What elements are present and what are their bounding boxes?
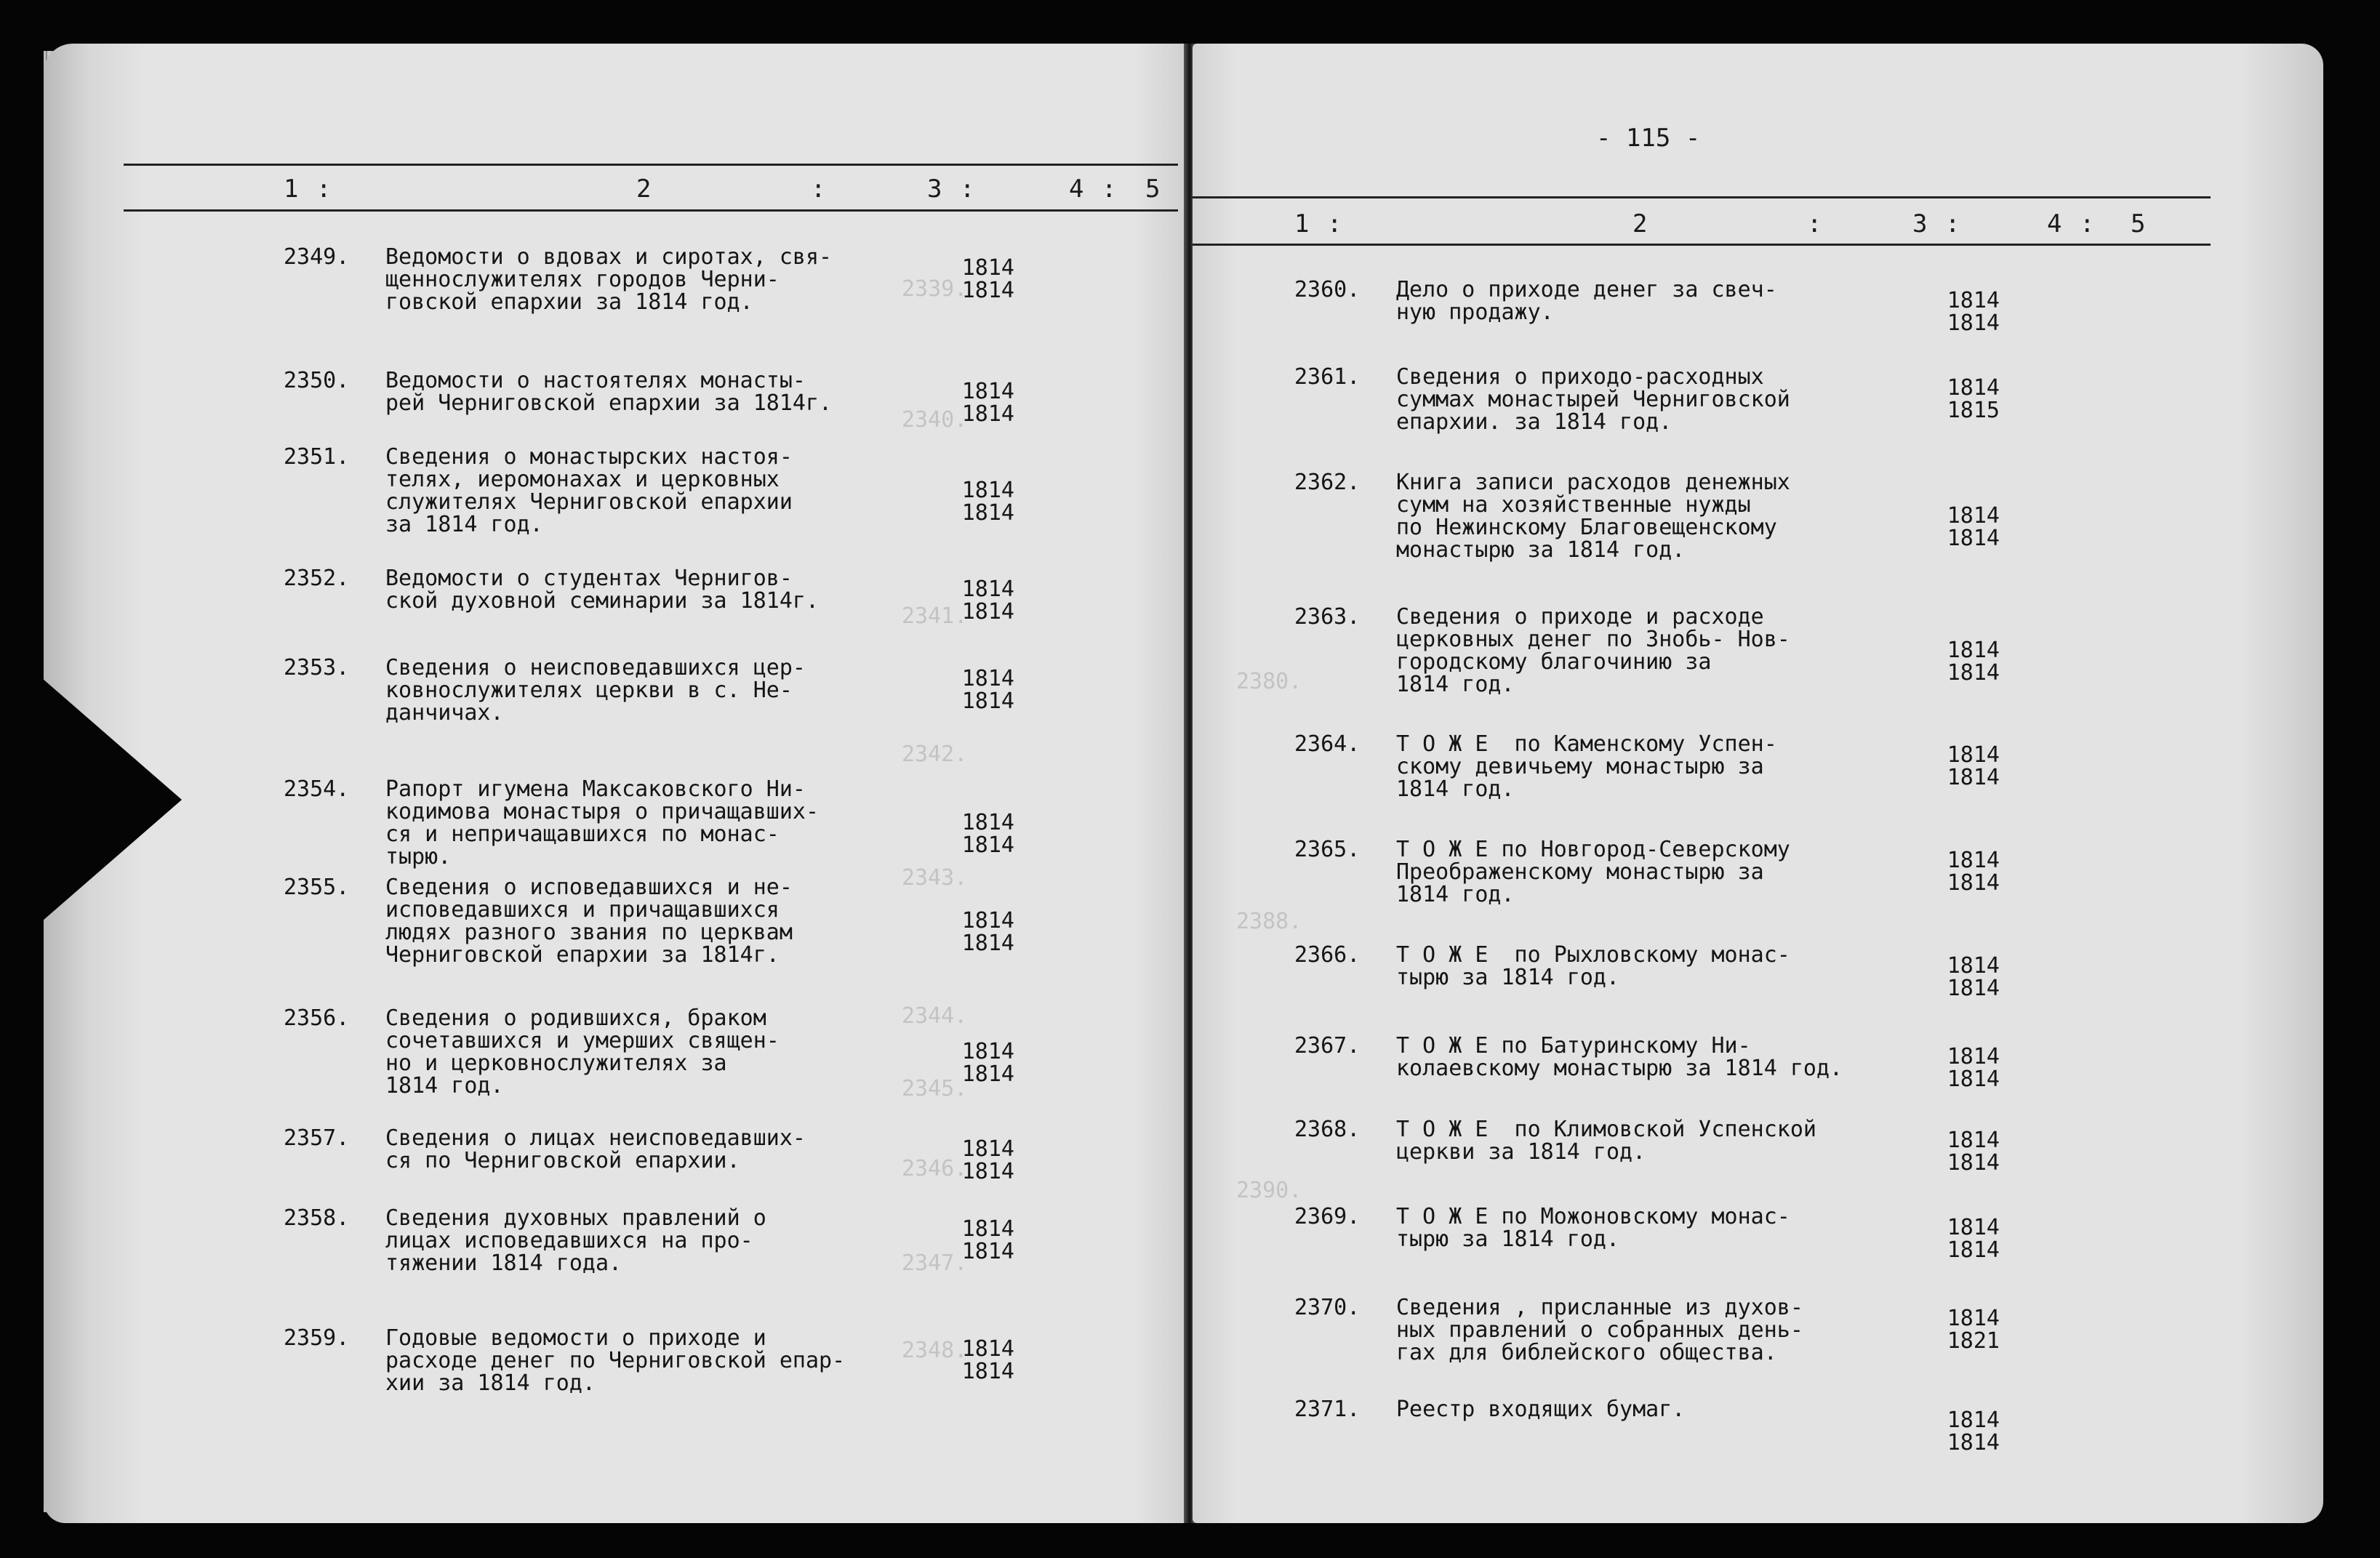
entry-number: 2363.: [1294, 604, 1361, 630]
description-line: лицах исповедавшихся на про-: [385, 1228, 753, 1253]
entry-number: 2351.: [284, 444, 350, 470]
entry-number: 2358.: [284, 1205, 350, 1231]
col-2-label: 2: [636, 174, 653, 204]
description-line: 1814 год.: [1396, 672, 1515, 697]
description-line: данчичах.: [385, 700, 504, 726]
description-line: тяжении 1814 года.: [385, 1250, 622, 1276]
entry-number: 2350.: [284, 368, 350, 393]
description-line: Т О Ж Е по Батуринскому Ни-: [1396, 1033, 1751, 1059]
col-1-label: 1: [284, 174, 300, 204]
start-year: 1814: [1947, 288, 2000, 313]
end-year: 1814: [961, 1159, 1014, 1184]
col-4-label: 4: [2047, 209, 2064, 238]
entry-description: [1396, 606, 1790, 696]
description-line: церкви за 1814 год.: [1396, 1139, 1646, 1165]
entry-years: [1934, 1045, 2000, 1091]
entry-description: [1396, 944, 1790, 989]
entry-number: 2368.: [1294, 1117, 1361, 1142]
description-line: Преображенскому монастырю за: [1396, 859, 1764, 885]
right-page: 2380. 2388. 2390. - 115 - 1 : 2 : 3 : 4 : 5 2360. Дело о приходе денег за свеч- ную продажу. 1814 1814 2361. Сведения о приходо-расходных суммах монастырей Черниговской епархии. за 1814 год. 1814 1815 2362. Книга записи расходов денежных сумм на хозяйственные нужды по Нежинскому Благовещенскому монастырю за 1814 год. 1814 1814 2363. Сведения о приходе и расходе церковных денег по Знобь- Нов- городскому благочинию за 1814 год. 1814 1814 2364. Т О Ж Е по Каменскому Успен- скому девичьему монастырю за 1814 год. 1814 1814 2365. Т О Ж Е по Новгород-Северскому Преображенскому монастырю за 1814 год. 1814 1814 2366. Т О Ж Е по Рыхловскому монас- тырю за 1814 год. 1814 1814 2367. Т О Ж Е по Батуринскому Ни- колаевскому монастырю за 1814 год. 1814 1814 2368. Т О Ж Е по Климовской Успенской церкви за 1814 год. 1814 1814 2369. Т О Ж Е по Можоновскому монас- тырю за 1814 год. 1814 1814 2370. Сведения , присланные из духов- ных правлений о собранных день- гах для библейского общества. 1814 1821 2371. Реестр входящих бумаг. 1814 1814: [1193, 44, 2323, 1523]
col-3-label: 3: [927, 174, 944, 204]
entry-description: [1396, 1205, 1790, 1250]
entry-number: 2367.: [1294, 1033, 1361, 1059]
start-year: 1814: [961, 577, 1014, 602]
description-line: ской духовной семинарии за 1814г.: [385, 588, 820, 614]
end-year: 1814: [961, 688, 1014, 714]
header-rule-top: [1193, 196, 2211, 198]
entry-years: [949, 380, 1014, 425]
entry-number: 2371.: [1294, 1397, 1361, 1422]
description-line: 1814 год.: [385, 1073, 504, 1099]
description-line: Сведения о родившихся, браком: [385, 1005, 766, 1031]
entry-years: [1934, 1409, 2000, 1454]
description-line: кодимова монастыря о причащавших-: [385, 799, 820, 824]
col-5-label: 5: [2131, 209, 2147, 238]
col-5-label: 5: [1145, 174, 1162, 204]
entry-years: [1934, 289, 2000, 334]
description-line: Т О Ж Е по Можоновскому монас-: [1396, 1204, 1790, 1229]
entry-number: 2365.: [1294, 837, 1361, 862]
column-header-sep: :: [811, 174, 828, 204]
description-line: но и церковнослужителях за: [385, 1051, 727, 1076]
description-line: Дело о приходе денег за свеч-: [1396, 277, 1777, 302]
description-line: Сведения , присланные из духов-: [1396, 1295, 1803, 1320]
end-year: 1814: [1947, 660, 2000, 686]
column-header-1: 1 :: [1294, 209, 1344, 238]
end-year: 1814: [961, 500, 1014, 526]
description-line: щеннослужителях городов Черни-: [385, 267, 780, 292]
entry-description: [1396, 278, 1777, 324]
entry-description: [1396, 1296, 1803, 1364]
description-line: 1814 год.: [1396, 882, 1515, 907]
column-header-4: 4 :: [1069, 174, 1118, 204]
entry-number: 2360.: [1294, 277, 1361, 302]
col-1-label: 1: [1294, 209, 1311, 238]
description-line: ковнослужителях церкви в с. Не-: [385, 678, 793, 703]
entry-description: [385, 246, 832, 313]
description-line: хии за 1814 год.: [385, 1370, 596, 1396]
description-line: городскому благочинию за: [1396, 649, 1712, 675]
entry-description: [1396, 471, 1790, 561]
entry-description: [385, 1327, 845, 1394]
start-year: 1814: [961, 1336, 1014, 1362]
end-year: 1814: [1947, 1150, 2000, 1176]
description-line: Сведения о исповедавшихся и не-: [385, 875, 793, 900]
end-year: 1814: [961, 1239, 1014, 1264]
entry-description: [1396, 1398, 1685, 1421]
start-year: 1814: [1947, 953, 2000, 979]
description-line: Т О Ж Е по Новгород-Северскому: [1396, 837, 1790, 862]
entry-years: [1934, 1307, 2000, 1352]
description-line: ных правлений о собранных день-: [1396, 1317, 1803, 1343]
description-line: Сведения о приходо-расходных: [1396, 364, 1764, 390]
description-line: говской епархии за 1814 год.: [385, 289, 753, 315]
description-line: Ведомости о вдовах и сиротах, свя-: [385, 244, 833, 270]
description-line: тырю за 1814 год.: [1396, 965, 1620, 990]
description-line: телях, иеромонахах и церковных: [385, 467, 780, 492]
start-year: 1814: [961, 255, 1014, 281]
start-year: 1814: [1947, 1306, 2000, 1331]
description-line: рей Черниговской епархии за 1814г.: [385, 390, 833, 416]
column-header-4: 4 :: [2047, 209, 2096, 238]
entry-number: 2359.: [284, 1325, 350, 1351]
description-line: служителях Черниговской епархии: [385, 489, 793, 515]
entry-description: [1396, 1035, 1843, 1080]
entry-description: [385, 567, 819, 612]
entry-years: [949, 1218, 1014, 1263]
start-year: 1814: [961, 810, 1014, 835]
start-year: 1814: [1947, 1408, 2000, 1433]
column-header-3: 3 :: [927, 174, 977, 204]
entry-years: [1934, 377, 2000, 422]
end-year: 1814: [1947, 976, 2000, 1001]
description-line: Рапорт игумена Максаковского Ни-: [385, 776, 806, 802]
start-year: 1814: [1947, 742, 2000, 768]
description-line: монастырю за 1814 год.: [1396, 537, 1686, 563]
start-year: 1814: [961, 666, 1014, 691]
start-year: 1814: [1947, 1044, 2000, 1069]
description-line: 1814 год.: [1396, 776, 1515, 802]
column-header-2: [1632, 209, 1648, 238]
description-line: по Нежинскому Благовещенскому: [1396, 515, 1777, 540]
entry-number: 2355.: [284, 875, 350, 900]
entry-years: [1934, 955, 2000, 1000]
end-year: 1814: [961, 1061, 1014, 1087]
page-cutout: [15, 654, 182, 945]
entry-years: [949, 909, 1014, 955]
left-page: 2339. 2340. 2341. 2342. 2343. 2344. 2345. 2346. 2347. 2348. 1 : 2 : 3 : 4 : 5 2349. Ведомости о вдовах и сиротах, свя- щеннослужителях городов Черни- говской епархии за 1814 год. 1814 1814 2350. Ведомости о настоятелях монасты- рей Черниговской епархии за 1814г. 1814 1814 2351. Сведения о монастырских настоя- телях, иеромонахах и церковных служителях Черниговской епархии за 1814 год. 1814 1814 2352. Ведомости о студентах Чернигов- ской духовной семинарии за 1814г. 1814 1814 2353. Сведения о неисповедавшихся цер- ковнослужителях церкви в с. Не- данчичах. 1814 1814 2354. Рапорт игумена Максаковского Ни- кодимова монастыря о причащавших- ся и непричащавшихся по монас- тырю. 1814 1814 2355. Сведения о исповедавшихся и не- исповедавшихся и причащавшихся людях разного звания по церквам Черниговской епархии за 1814г. 1814 1814 2356. Сведения о родившихся, браком сочетавшихся и умерших священ- но и церковнослужителях за 1814 год. 1814 1814 2357. Сведения о лицах неисповедавших- ся по Черниговской епархии. 1814 1814 2358. Сведения духовных правлений о лицах исповедавшихся на про- тяжении 1814 года. 1814 1814 2359. Годовые ведомости о приходе и расходе денег по Черниговской епар- хии за 1814 год. 1814 1814: [44, 44, 1189, 1523]
entry-number: 2366.: [1294, 942, 1361, 968]
entry-years: [949, 1138, 1014, 1183]
entry-years: [1934, 1216, 2000, 1261]
entry-years: [1934, 505, 2000, 550]
entry-number: 2349.: [284, 244, 350, 270]
end-year: 1814: [1947, 1237, 2000, 1263]
entry-years: [1934, 639, 2000, 684]
start-year: 1814: [1947, 1215, 2000, 1240]
start-year: 1814: [961, 1216, 1014, 1242]
end-year: 1814: [1947, 526, 2000, 551]
header-rule-top: [124, 164, 1178, 166]
description-line: сочетавшихся и умерших священ-: [385, 1028, 780, 1053]
entry-number: 2353.: [284, 655, 350, 680]
description-line: Сведения о приходе и расходе: [1396, 604, 1764, 630]
col-2-label: 2: [1632, 209, 1649, 238]
start-year: 1814: [961, 1136, 1014, 1162]
entry-description: [1396, 733, 1777, 800]
end-year: 1814: [961, 599, 1014, 625]
entry-years: [1934, 849, 2000, 894]
description-line: Ведомости о настоятелях монасты-: [385, 368, 806, 393]
entry-number: 2352.: [284, 566, 350, 591]
entry-description: [385, 1127, 806, 1172]
description-line: исповедавшихся и причащавшихся: [385, 897, 780, 923]
start-year: 1814: [1947, 848, 2000, 873]
description-line: сумм на хозяйственные нужды: [1396, 492, 1751, 518]
column-header-5: [2131, 209, 2147, 238]
end-year: 1814: [961, 401, 1014, 427]
entry-number: 2364.: [1294, 731, 1361, 757]
end-year: 1815: [1947, 398, 2000, 423]
description-line: гах для библейского общества.: [1396, 1340, 1777, 1365]
description-line: Т О Ж Е по Каменскому Успен-: [1396, 731, 1777, 757]
description-line: тырю.: [385, 844, 452, 870]
entry-number: 2362.: [1294, 470, 1361, 495]
description-line: Реестр входящих бумаг.: [1396, 1397, 1686, 1422]
end-year: 1814: [1947, 310, 2000, 336]
entry-description: [385, 369, 832, 414]
entry-years: [949, 811, 1014, 856]
description-line: Сведения духовных правлений о: [385, 1205, 766, 1231]
description-line: ся по Черниговской епархии.: [385, 1148, 740, 1173]
header-rule-bottom: [124, 209, 1178, 212]
entry-description: [385, 656, 806, 724]
entry-years: [949, 1040, 1014, 1085]
entry-number: 2361.: [1294, 364, 1361, 390]
description-line: Книга записи расходов денежных: [1396, 470, 1790, 495]
entry-number: 2356.: [284, 1005, 350, 1031]
entry-description: [385, 1207, 766, 1274]
description-line: суммах монастырей Черниговской: [1396, 387, 1790, 412]
col-3-label: 3: [1912, 209, 1929, 238]
entry-number: 2369.: [1294, 1204, 1361, 1229]
description-line: Сведения о неисповедавшихся цер-: [385, 655, 806, 680]
description-line: Черниговской епархии за 1814г.: [385, 942, 780, 968]
column-header-1: 1 :: [284, 174, 333, 204]
start-year: 1814: [961, 1039, 1014, 1064]
entry-number: 2357.: [284, 1125, 350, 1151]
entry-years: [949, 667, 1014, 712]
column-header-sep: :: [1807, 209, 1824, 238]
description-line: Т О Ж Е по Климовской Успенской: [1396, 1117, 1816, 1142]
column-header-3: 3 :: [1912, 209, 1962, 238]
end-year: 1814: [961, 278, 1014, 303]
entry-years: [1934, 1129, 2000, 1174]
end-year: 1814: [961, 931, 1014, 956]
description-line: Сведения о монастырских настоя-: [385, 444, 793, 470]
end-year: 1821: [1947, 1328, 2000, 1354]
end-year: 1814: [1947, 1067, 2000, 1092]
description-line: епархии. за 1814 год.: [1396, 409, 1672, 435]
entry-years: [949, 479, 1014, 524]
start-year: 1814: [1947, 638, 2000, 663]
entry-description: [385, 876, 793, 966]
start-year: 1814: [961, 908, 1014, 933]
entry-years: [949, 1338, 1014, 1383]
entry-description: [385, 446, 793, 536]
end-year: 1814: [1947, 870, 2000, 896]
description-line: Ведомости о студентах Чернигов-: [385, 566, 793, 591]
description-line: Т О Ж Е по Рыхловскому монас-: [1396, 942, 1790, 968]
description-line: ся и непричащавшихся по монас-: [385, 822, 780, 847]
start-year: 1814: [1947, 375, 2000, 401]
column-header-2: [636, 174, 652, 204]
description-line: Сведения о лицах неисповедавших-: [385, 1125, 806, 1151]
entry-years: [1934, 744, 2000, 789]
entry-description: [385, 778, 819, 868]
description-line: церковных денег по Знобь- Нов-: [1396, 627, 1790, 652]
col-4-label: 4: [1069, 174, 1086, 204]
column-header-5: [1145, 174, 1161, 204]
page-number: - 115 -: [1596, 124, 1701, 153]
description-line: людях разного звания по церквам: [385, 920, 793, 945]
description-line: скому девичьему монастырю за: [1396, 754, 1764, 779]
entry-number: 2370.: [1294, 1295, 1361, 1320]
description-line: ную продажу.: [1396, 300, 1554, 325]
description-line: тырю за 1814 год.: [1396, 1226, 1620, 1252]
entry-description: [1396, 366, 1790, 433]
description-line: колаевскому монастырю за 1814 год.: [1396, 1056, 1843, 1081]
description-line: расходе денег по Черниговской епар-: [385, 1348, 846, 1373]
entry-years: [949, 578, 1014, 623]
start-year: 1814: [961, 379, 1014, 404]
entry-description: [1396, 838, 1790, 906]
entry-years: [949, 257, 1014, 302]
end-year: 1814: [1947, 1430, 2000, 1455]
start-year: 1814: [1947, 503, 2000, 529]
start-year: 1814: [961, 478, 1014, 503]
entry-number: 2354.: [284, 776, 350, 802]
description-line: Годовые ведомости о приходе и: [385, 1325, 766, 1351]
end-year: 1814: [1947, 765, 2000, 790]
entry-description: [1396, 1118, 1816, 1163]
start-year: 1814: [1947, 1128, 2000, 1153]
entry-description: [385, 1007, 780, 1097]
header-rule-bottom: [1193, 244, 2211, 246]
end-year: 1814: [961, 832, 1014, 858]
end-year: 1814: [961, 1359, 1014, 1384]
description-line: за 1814 год.: [385, 512, 543, 537]
